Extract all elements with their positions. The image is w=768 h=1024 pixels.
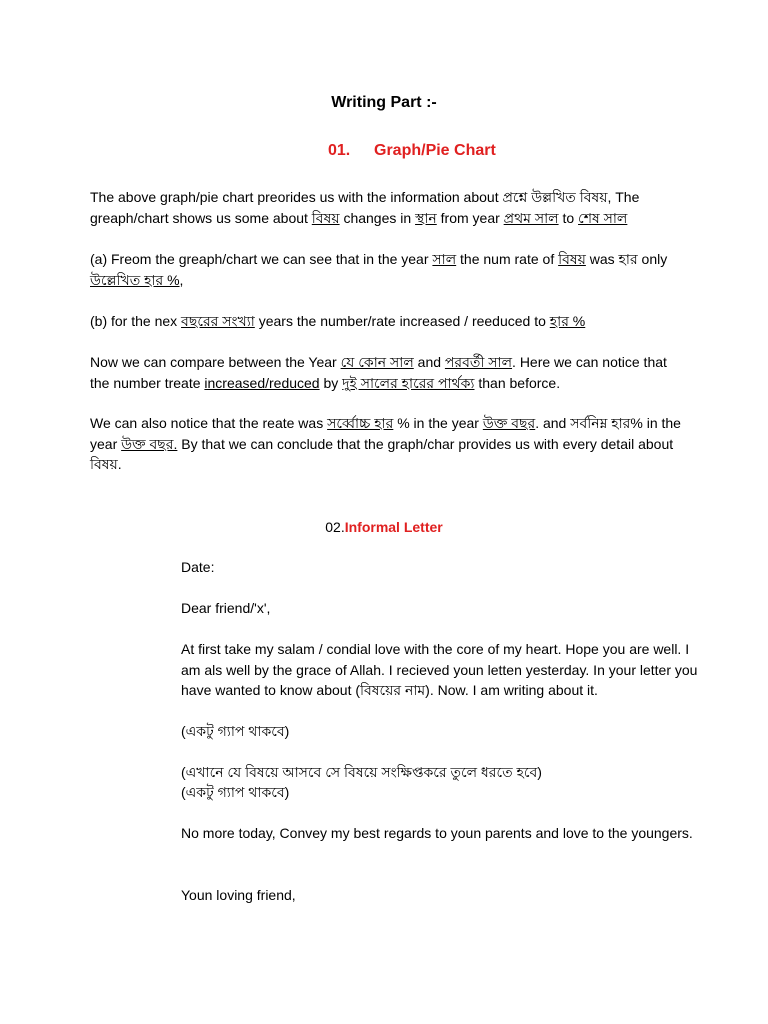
text: and [413, 354, 445, 370]
placeholder-term: উল্লেখিত হার % [90, 271, 180, 288]
text: . and সর্বনিম্ন হার% in the year [90, 415, 681, 452]
text: (a) Freom the greaph/chart we can see that in the year [90, 251, 433, 267]
text: was হার only [585, 251, 668, 267]
placeholder-term: increased/reduced [204, 374, 320, 391]
section-heading-letter [0, 517, 768, 537]
text: We can also notice that the reate was [90, 415, 328, 431]
paragraph-b [90, 311, 690, 332]
text: , [179, 271, 184, 288]
letter-body-intro: At first take my salam / condial love with the core of my heart. Hope you are well. I am als well by the grace of Allah. I recieved youn letten yesterday. In your letter you have wanted to know about (বিষয়ের নাম). Now. I am writing about it. [181, 641, 698, 698]
text: The above graph/pie chart preorides us with the information about প্রশ্নে উল্লখিত বিষয়, The greaph/chart shows us some about [90, 189, 640, 226]
page-title: Writing Part :- [331, 94, 437, 111]
placeholder-term: বিষয় [558, 251, 586, 267]
letter-date: Date: [181, 559, 215, 575]
text: the num rate of [456, 251, 559, 267]
paragraph-a [90, 249, 690, 290]
placeholder-term: সাল [432, 251, 457, 267]
placeholder-term: বিষয় [311, 209, 340, 226]
paragraph-conclusion [90, 413, 690, 475]
letter-greeting: Dear friend/'x', [181, 600, 271, 616]
text: . Here we can notice that the number treate [90, 354, 667, 391]
section-number: 02. [325, 519, 345, 535]
placeholder-term: দুই সালের হারের পার্থক্য [342, 374, 475, 391]
text: from year [436, 209, 504, 226]
letter-gap-note: (একটু গ্যাপ থাকবে) [181, 784, 290, 800]
section-title: Graph/Pie Chart [374, 142, 496, 159]
placeholder-term: স্থান [415, 209, 437, 226]
letter-closing: No more today, Convey my best regards to youn parents and love to the youngers. [181, 825, 693, 841]
placeholder-term: উক্ত বছর [482, 415, 536, 431]
placeholder-term: প্রথম সাল [503, 209, 559, 226]
placeholder-term: উক্ত বছর. [121, 435, 178, 452]
text: Now we can compare between the Year [90, 354, 341, 370]
section-heading-graph [328, 141, 496, 161]
section-title: Informal Letter [344, 519, 443, 535]
placeholder-term: শেষ সাল [578, 209, 628, 226]
text: than beforce. [474, 374, 561, 391]
letter-signoff: Youn loving friend, [181, 887, 296, 903]
text: changes in [339, 209, 416, 226]
text: (b) for the nex [90, 313, 182, 329]
section-number: 01. [328, 142, 351, 159]
placeholder-term: বছরের সংখ্যা [181, 313, 255, 329]
placeholder-term: সর্ব্বোচ্চ হার [327, 415, 394, 431]
letter-gap-note: (একটু গ্যাপ থাকবে) [181, 723, 290, 739]
placeholder-term: পরবর্তী সাল [444, 354, 513, 370]
text: By that we can conclude that the graph/char provides us with every detail about বিষয়. [90, 435, 674, 472]
placeholder-term: হার % [549, 313, 586, 329]
text: by [319, 374, 343, 391]
paragraph-compare [90, 352, 690, 393]
placeholder-term: যে কোন সাল [340, 354, 414, 370]
text: to [558, 209, 579, 226]
text: years the number/rate increased / reeduced to [254, 313, 550, 329]
paragraph-intro [90, 187, 690, 228]
letter-body-main: (এখানে যে বিষয়ে আসবে সে বিষয়ে সংক্ষিপ্তকরে তুলে ধরতে হবে) [181, 764, 542, 780]
text: % in the year [393, 415, 483, 431]
